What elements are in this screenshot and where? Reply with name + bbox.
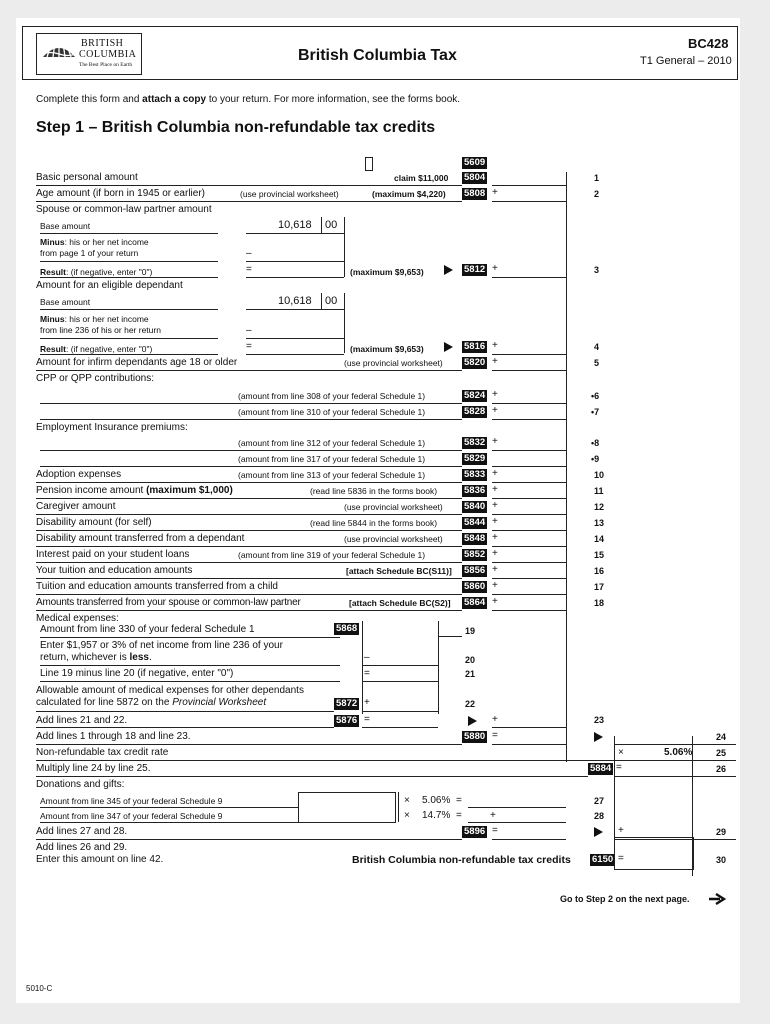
plus-6: +	[492, 389, 498, 400]
cents-rule	[321, 293, 322, 309]
adoption-note: (amount from line 313 of your federal Schedule 1)	[238, 470, 426, 480]
spouse-result-field[interactable]	[246, 277, 344, 278]
result-text: : (if negative, enter "0")	[65, 344, 153, 354]
field-line-26[interactable]	[614, 776, 736, 777]
code-5828: 5828	[464, 406, 486, 417]
cents-rule	[321, 217, 322, 233]
field-line-18[interactable]	[492, 610, 566, 611]
minus-sign: –	[364, 652, 370, 663]
go-to-step-2: Go to Step 2 on the next page.	[560, 894, 690, 904]
arrow-right-icon	[594, 827, 603, 837]
row-underline	[40, 450, 462, 451]
line-num-16: 16	[594, 566, 605, 576]
code-5804: 5804	[464, 172, 486, 183]
row-underline	[36, 498, 462, 499]
med-dep-a: Allowable amount of medical expenses for other dependants	[36, 685, 304, 696]
line-num-23: 23	[594, 715, 605, 725]
line-num-27: 27	[594, 796, 605, 806]
row-underline	[36, 610, 462, 611]
equals-sign: =	[456, 795, 462, 806]
spouse-result	[40, 267, 152, 277]
dep-base-field[interactable]	[246, 309, 344, 310]
form-page	[16, 18, 740, 1003]
disability-note: (read line 5844 in the forms book)	[310, 518, 438, 528]
line-num-12: 12	[594, 502, 605, 512]
field-line-14[interactable]	[492, 546, 566, 547]
field-line-24a[interactable]	[492, 744, 566, 745]
field-line-8[interactable]	[492, 450, 566, 451]
code-5872: 5872	[336, 698, 358, 709]
line-num-20: 20	[465, 655, 476, 665]
row-underline	[40, 403, 462, 404]
field-line-28[interactable]	[468, 822, 566, 823]
row-underline	[36, 744, 462, 745]
med-1957-post: .	[148, 652, 152, 663]
plus-28: +	[490, 810, 496, 821]
times-sign: ×	[404, 795, 410, 806]
row-underline	[36, 482, 462, 483]
dep-base-cents: 00	[325, 295, 338, 307]
row-underline	[40, 822, 298, 823]
intro-before: Complete this form and	[36, 94, 143, 105]
code-5884: 5884	[590, 763, 612, 774]
age-note: (use provincial worksheet)	[240, 189, 339, 199]
minus-text: : his or her net income	[64, 237, 149, 247]
line-num-24: 24	[716, 732, 727, 742]
arrow-right-icon	[468, 716, 477, 726]
code-5844: 5844	[464, 517, 486, 528]
col-rule-main	[566, 172, 567, 762]
code-5840: 5840	[464, 501, 486, 512]
plus-4: +	[492, 340, 498, 351]
equals-sign: =	[616, 762, 622, 773]
spouse-base-value: 10,618	[278, 219, 312, 231]
equals-sign: =	[246, 341, 252, 352]
row-add-21-22: Add lines 21 and 22.	[36, 715, 128, 726]
row-underline	[36, 185, 462, 186]
field-line-2[interactable]	[492, 201, 566, 202]
row-underline	[40, 665, 340, 666]
med-1957-a: Enter $1,957 or 3% of net income from line 236 of your	[40, 640, 283, 651]
code-5824: 5824	[464, 390, 486, 401]
row-transfer-spouse-label: Amounts transferred from your spouse or common-law partner	[36, 597, 301, 608]
line-num-1: 1	[594, 173, 600, 183]
code-5868: 5868	[336, 623, 358, 634]
row-underline	[36, 776, 588, 777]
field-line-27[interactable]	[468, 807, 566, 808]
row-underline	[36, 546, 462, 547]
field-line-10[interactable]	[492, 482, 566, 483]
line-num-17: 17	[594, 582, 605, 592]
dep-income-field[interactable]	[246, 338, 344, 339]
minus-text-2: from line 236 of his or her return	[40, 325, 161, 335]
line-num-19: 19	[465, 626, 476, 636]
line-num-11: 11	[594, 486, 604, 496]
field-line-6[interactable]	[492, 403, 566, 404]
row-interest-label: Interest paid on your student loans	[36, 549, 190, 560]
field-line-11[interactable]	[492, 498, 566, 499]
minus-bold: Minus	[40, 237, 65, 247]
line-num-7: •7	[591, 407, 600, 417]
result-bold: Result	[40, 344, 66, 354]
dep-base-value: 10,618	[278, 295, 312, 307]
code-5860: 5860	[464, 581, 486, 592]
row-age-label: Age amount (if born in 1945 or earlier)	[36, 188, 205, 199]
row-caregiver-label: Caregiver amount	[36, 501, 116, 512]
row-underline	[40, 338, 218, 339]
plus-13: +	[492, 516, 498, 527]
row-underline	[40, 637, 340, 638]
plus-23: +	[492, 714, 498, 725]
ei-note-b: (amount from line 317 of your federal Schedule 1)	[238, 454, 426, 464]
field-line-17[interactable]	[492, 594, 566, 595]
plus-18: +	[492, 596, 498, 607]
equals-sign: =	[492, 730, 498, 741]
line-num-2: 2	[594, 189, 600, 199]
code-6150: 6150	[592, 854, 614, 865]
dep-base-label: Base amount	[40, 297, 91, 307]
row-underline	[40, 309, 218, 310]
plus-17: +	[492, 580, 498, 591]
times-sign: ×	[618, 747, 624, 758]
line-num-25: 25	[716, 748, 727, 758]
intro-after: to your return. For more information, see the forms book.	[206, 94, 461, 105]
equals-sign: =	[618, 853, 624, 864]
row-mult-label: Multiply line 24 by line 25.	[36, 763, 151, 774]
line-num-30: 30	[716, 855, 727, 865]
field-line-15[interactable]	[492, 562, 566, 563]
row-medical-label: Medical expenses:	[36, 613, 119, 624]
field-line-1[interactable]	[492, 185, 566, 186]
logo-text-columbia: COLUMBIA	[79, 49, 137, 60]
row-basic-label: Basic personal amount	[36, 172, 138, 183]
row-infirm-label: Amount for infirm dependants age 18 or older	[36, 357, 238, 368]
med-1957	[40, 640, 283, 664]
field-line-24[interactable]	[614, 744, 736, 745]
arrow-right-icon	[708, 893, 726, 905]
row-underline	[36, 578, 462, 579]
code-5856: 5856	[464, 565, 486, 576]
med-dep-italic: Provincial Worksheet	[172, 697, 267, 708]
med-dep-b: calculated for line 5872 on the	[36, 697, 173, 708]
plus-7: +	[492, 405, 498, 416]
field-line-5[interactable]	[492, 370, 566, 371]
row-underline	[36, 514, 462, 515]
pension-text: Pension income amount	[36, 485, 144, 496]
dep-result-field[interactable]	[246, 354, 344, 355]
transfer-note: [attach Schedule BC(S2)]	[349, 598, 451, 608]
plus-29: +	[618, 825, 624, 836]
spouse-income-field[interactable]	[246, 261, 344, 262]
minus-sign: –	[246, 325, 252, 336]
row-underline	[36, 594, 462, 595]
age-max: (maximum $4,220)	[372, 189, 446, 199]
form-title: British Columbia Tax	[298, 47, 457, 64]
bc-nonref-label: British Columbia non-refundable tax credits	[352, 854, 571, 866]
equals-sign: =	[364, 668, 370, 679]
code-5829: 5829	[464, 453, 486, 464]
row-underline	[40, 681, 340, 682]
pension-note: (read line 5836 in the forms book)	[310, 486, 438, 496]
equals-sign: =	[246, 264, 252, 275]
med-dep	[36, 685, 304, 709]
row-underline	[36, 530, 462, 531]
arrow-right-icon	[594, 732, 603, 742]
row-underline	[40, 277, 218, 278]
minus-text: : his or her net income	[64, 314, 149, 324]
spouse-base-label: Base amount	[40, 221, 91, 231]
equals-sign: =	[456, 810, 462, 821]
row-tuition-label: Your tuition and education amounts	[36, 565, 193, 576]
form-subtitle: T1 General – 2010	[640, 55, 732, 67]
don-345: Amount from line 345 of your federal Schedule 9	[40, 796, 223, 806]
line-num-29: 29	[716, 827, 727, 837]
result-text: : (if negative, enter "0")	[65, 267, 153, 277]
plus-3: +	[492, 263, 498, 274]
tuition-note: [attach Schedule BC(S11)]	[346, 566, 452, 576]
row-rate-label: Non-refundable tax credit rate	[36, 747, 169, 758]
line-num-8: •8	[591, 438, 600, 448]
row-underline	[36, 201, 462, 202]
code-5832: 5832	[464, 437, 486, 448]
form-number: 5010-C	[26, 984, 53, 993]
spouse-minus	[40, 237, 149, 259]
field-line-30[interactable]	[614, 837, 694, 870]
row-underline	[36, 727, 334, 728]
row-add-1-18-23: Add lines 1 through 18 and line 23.	[36, 731, 191, 742]
med-rule-left	[362, 621, 363, 714]
step-title: Step 1 – British Columbia non-refundable tax credits	[36, 119, 436, 136]
equals-sign: =	[492, 825, 498, 836]
row-underline	[40, 807, 298, 808]
cpp-note-b: (amount from line 310 of your federal Schedule 1)	[238, 407, 426, 417]
row-underline	[36, 839, 462, 840]
field-line-4[interactable]	[492, 354, 566, 355]
line-num-28: 28	[594, 811, 605, 821]
rate-value: 5.06%	[664, 747, 693, 758]
line-num-14: 14	[594, 534, 605, 544]
col-rule-mid	[614, 736, 615, 846]
equals-sign: =	[364, 714, 370, 725]
code-5880: 5880	[464, 731, 486, 742]
minus-bold: Minus	[40, 314, 65, 324]
dep-result	[40, 344, 152, 354]
code-5812: 5812	[464, 264, 486, 275]
field-line-19[interactable]	[438, 636, 462, 637]
code-5816: 5816	[464, 341, 486, 352]
row-pension-label	[36, 485, 233, 496]
code-5808: 5808	[464, 188, 486, 199]
plus-15: +	[492, 548, 498, 559]
row-enter-42: Enter this amount on line 42.	[36, 854, 164, 865]
logo-tagline: The Best Place on Earth	[79, 62, 133, 68]
pct-506: 5.06%	[422, 795, 451, 806]
field-line-16[interactable]	[492, 578, 566, 579]
ei-note-a: (amount from line 312 of your federal Schedule 1)	[238, 438, 426, 448]
plus-5: +	[492, 356, 498, 367]
basic-claim: claim $11,000	[394, 173, 449, 183]
code-5609: 5609	[464, 157, 486, 168]
plus-11: +	[492, 484, 498, 495]
field-line-12[interactable]	[492, 514, 566, 515]
interest-note: (amount from line 319 of your federal Schedule 1)	[238, 550, 426, 560]
row-dependant-label: Amount for an eligible dependant	[36, 280, 183, 291]
infirm-note: (use provincial worksheet)	[344, 358, 443, 368]
row-disability-self-label: Disability amount (for self)	[36, 517, 152, 528]
line-num-15: 15	[594, 550, 605, 560]
line-num-3: 3	[594, 265, 600, 275]
row-cpp-label: CPP or QPP contributions:	[36, 373, 155, 384]
field-line-29a[interactable]	[492, 839, 566, 840]
don-347: Amount from line 347 of your federal Schedule 9	[40, 811, 223, 821]
donation-345-field[interactable]	[298, 792, 396, 823]
row-spouse-label: Spouse or common-law partner amount	[36, 204, 212, 215]
spouse-base-field[interactable]	[246, 233, 344, 234]
line-num-5: 5	[594, 358, 600, 368]
times-sign: ×	[404, 810, 410, 821]
row-underline	[40, 419, 462, 420]
field-line-9[interactable]	[492, 466, 566, 467]
row-disability-dep-label: Disability amount transferred from a dependant	[36, 533, 245, 544]
plus-2: +	[492, 187, 498, 198]
row-ei-label: Employment Insurance premiums:	[36, 422, 188, 433]
med-rule-right	[438, 621, 439, 714]
code-5836: 5836	[464, 485, 486, 496]
row-underline	[36, 760, 736, 761]
row-tuition-child-label: Tuition and education amounts transferred from a child	[36, 581, 278, 592]
sun-logo-icon	[41, 37, 77, 59]
plus-22: +	[364, 697, 370, 708]
row-underline	[40, 354, 218, 355]
caregiver-note: (use provincial worksheet)	[344, 502, 443, 512]
row-underline	[36, 370, 462, 371]
minus-text-2: from page 1 of your return	[40, 248, 139, 258]
row-underline	[36, 711, 334, 712]
plus-16: +	[492, 564, 498, 575]
line-num-13: 13	[594, 518, 605, 528]
code-5876: 5876	[336, 715, 358, 726]
code-5852: 5852	[464, 549, 486, 560]
row-adoption-label: Adoption expenses	[36, 469, 122, 480]
code-5864: 5864	[464, 597, 486, 608]
row-add-27-28: Add lines 27 and 28.	[36, 826, 128, 837]
logo-text-british: BRITISH	[81, 38, 124, 49]
bc-logo	[36, 33, 142, 75]
plus-8: +	[492, 436, 498, 447]
internal-use-label	[365, 157, 373, 171]
code-5820: 5820	[464, 357, 486, 368]
med-330: Amount from line 330 of your federal Schedule 1	[40, 624, 255, 635]
plus-14: +	[492, 532, 498, 543]
line-num-22: 22	[465, 699, 476, 709]
row-donations-label: Donations and gifts:	[36, 779, 125, 790]
result-bold: Result	[40, 267, 66, 277]
line-num-9: •9	[591, 454, 600, 464]
spouse-base-cents: 00	[325, 219, 338, 231]
med-1957-bold: less	[129, 652, 149, 663]
minus-sign: –	[246, 248, 252, 259]
pct-147: 14.7%	[422, 810, 451, 821]
line-num-6: •6	[591, 391, 600, 401]
code-5848: 5848	[464, 533, 486, 544]
dep-max: (maximum $9,653)	[350, 344, 424, 354]
field-line-23[interactable]	[492, 727, 566, 728]
line-num-21: 21	[465, 669, 476, 679]
row-add-26-29: Add lines 26 and 29.	[36, 842, 128, 853]
row-underline	[36, 562, 462, 563]
donation-rule	[398, 792, 399, 822]
intro-text	[36, 94, 460, 105]
field-line-20[interactable]	[362, 665, 438, 666]
med-1957-b: return, whichever is	[40, 652, 130, 663]
line-num-4: 4	[594, 342, 600, 352]
code-5896: 5896	[464, 826, 486, 837]
pension-max: (maximum $1,000)	[146, 485, 233, 496]
cpp-note-a: (amount from line 308 of your federal Schedule 1)	[238, 391, 426, 401]
spouse-max: (maximum $9,653)	[350, 267, 424, 277]
row-underline	[40, 466, 462, 467]
plus-10: +	[492, 468, 498, 479]
field-line-3[interactable]	[492, 277, 566, 278]
row-underline	[40, 233, 218, 234]
arrow-right-icon	[444, 265, 453, 275]
result-line-23[interactable]	[362, 727, 438, 728]
med-19-20: Line 19 minus line 20 (if negative, enter "0")	[40, 668, 234, 679]
disability-dep-note: (use provincial worksheet)	[344, 534, 443, 544]
form-code: BC428	[688, 36, 729, 51]
field-line-21[interactable]	[362, 681, 438, 682]
line-num-26: 26	[716, 764, 727, 774]
code-5833: 5833	[464, 469, 486, 480]
line-num-18: 18	[594, 598, 605, 608]
dep-minus	[40, 314, 161, 336]
field-line-22[interactable]	[362, 711, 438, 712]
intro-bold: attach a copy	[142, 94, 207, 105]
field-line-7[interactable]	[492, 419, 566, 420]
arrow-right-icon	[444, 342, 453, 352]
plus-12: +	[492, 500, 498, 511]
line-num-10: 10	[594, 470, 605, 480]
field-line-13[interactable]	[492, 530, 566, 531]
row-underline	[40, 261, 218, 262]
